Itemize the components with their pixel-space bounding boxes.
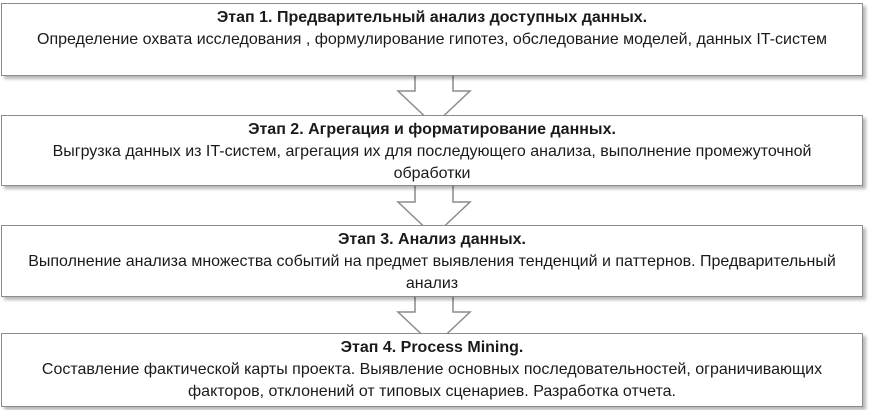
stage-title: Этап 1. Предварительный анализ доступных данных. [216,9,648,26]
stage-box-3 [1,225,863,297]
stage-description: Выгрузка данных из IT-систем, агрегация их для последующего анализа, выполнение промежуточной обработки [52,143,812,182]
stage-box-2 [1,115,863,186]
stage-title: Этап 4. Process Mining. [340,339,524,356]
stage-description: Составление фактической карты проекта. Выявление основных последовательностей, ограничивающих факторов, отклонений от типовых сценариев. Разработка отчета. [41,361,823,400]
stage-box-4 [1,333,863,407]
stage-description: Определение охвата исследования , формулирование гипотез, обследование моделей, данных IT-систем [37,31,827,48]
stage-box-1 [1,3,863,76]
stage-title: Этап 3. Анализ данных. [338,231,526,248]
stage-title: Этап 2. Агрегация и форматирование данных. [248,121,616,138]
stage-description: Выполнение анализа множества событий на предмет выявления тенденций и паттернов. Предварительный анализ [28,253,836,292]
